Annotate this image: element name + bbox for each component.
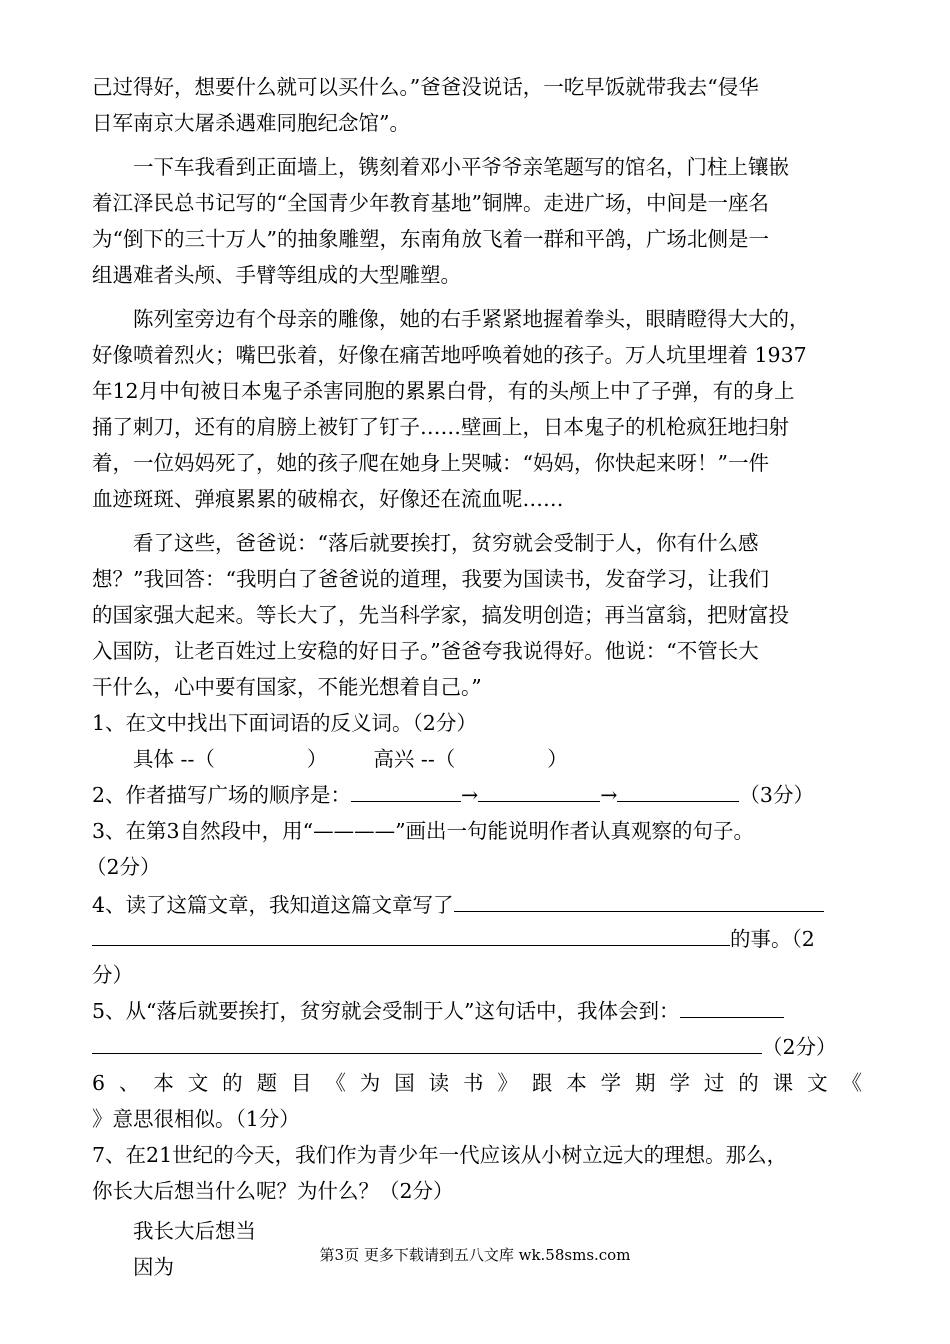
para2-line2: 着江泽民总书记写的“全国青少年教育基地”铜牌。走进广场，中间是一座名 bbox=[92, 191, 769, 215]
q1-close2: ） bbox=[547, 747, 568, 771]
q4-blank1[interactable] bbox=[454, 889, 824, 912]
para4-line4: 入国防，让老百姓过上安稳的好日子。”爸爸夸我说得好。他说：“不管长大 bbox=[92, 639, 759, 663]
question-4 bbox=[92, 888, 824, 922]
q5-blank1[interactable] bbox=[680, 995, 784, 1018]
q5-score: （2分） bbox=[762, 1035, 837, 1059]
page-footer: 第3页 更多下载请到五八文库 wk.58sms.com bbox=[319, 1246, 631, 1264]
q4-blank2[interactable] bbox=[92, 923, 730, 946]
q2-score: （3分） bbox=[739, 783, 814, 807]
para4-line5: 干什么，心中要有国家，不能光想着自己。” bbox=[92, 675, 482, 699]
question-5-line2 bbox=[92, 1030, 837, 1064]
q2-text: 2、作者描写广场的顺序是： bbox=[92, 783, 352, 807]
question-7-line1: 7、在21世纪的今天，我们作为青少年一代应该从小树立远大的理想。那么， bbox=[92, 1143, 788, 1167]
question-6-line1: 6 、 本 文 的 题 目 《 为 国 读 书 》 跟 本 学 期 学 过 的 课 文 《 bbox=[92, 1071, 862, 1095]
q4-text: 4、读了这篇文章，我知道这篇文章写了 bbox=[92, 893, 454, 917]
question-4-line3: 分） bbox=[92, 963, 133, 987]
para3-line3: 年12月中旬被日本鬼子杀害同胞的累累白骨，有的头颅上中了子弹，有的身上 bbox=[92, 379, 795, 403]
para4-line1: 看了这些，爸爸说：“落后就要挨打，贫穷就会受制于人，你有什么感 bbox=[133, 531, 759, 555]
q2-blank3[interactable] bbox=[617, 779, 739, 802]
question-3-line1: 3、在第3自然段中，用“————”画出一句能说明作者认真观察的句子。 bbox=[92, 819, 755, 843]
para3-line5: 着，一位妈妈死了，她的孩子爬在她身上哭喊：“妈妈，你快起来呀！”一件 bbox=[92, 451, 769, 475]
para4-line3: 的国家强大起来。等长大了，先当科学家，搞发明创造；再当富翁，把财富投 bbox=[92, 603, 789, 627]
para1-line2: 日军南京大屠杀遇难同胞纪念馆”。 bbox=[92, 111, 410, 135]
question-3-line2: （2分） bbox=[86, 855, 161, 879]
para2-line4: 组遇难者头颅、手臂等组成的大型雕塑。 bbox=[92, 263, 461, 287]
para3-line6: 血迹斑斑、弹痕累累的破棉衣，好像还在流血呢…… bbox=[92, 487, 564, 511]
para3-line1: 陈列室旁边有个母亲的雕像，她的右手紧紧地握着拳头，眼睛瞪得大大的， bbox=[133, 307, 810, 331]
q5-blank2[interactable] bbox=[92, 1031, 762, 1054]
q1-word2-label: 高兴 --（ bbox=[373, 747, 456, 771]
question-4-line2 bbox=[92, 922, 815, 956]
arrow-icon: → bbox=[461, 783, 479, 807]
para1-line1: 己过得好，想要什么就可以买什么。”爸爸没说话，一吃早饭就带我去“侵华 bbox=[92, 75, 759, 99]
q2-blank2[interactable] bbox=[478, 779, 600, 802]
para2-line1: 一下车我看到正面墙上，镌刻着邓小平爷爷亲笔题写的馆名，门柱上镶嵌 bbox=[133, 155, 789, 179]
question-7-answer2[interactable]: 因为 bbox=[133, 1255, 174, 1279]
q2-blank1[interactable] bbox=[351, 779, 461, 802]
question-2 bbox=[92, 778, 814, 812]
question-7-answer1[interactable]: 我长大后想当 bbox=[133, 1219, 256, 1243]
arrow-icon: → bbox=[600, 783, 618, 807]
q1-word1-label: 具体 --（ bbox=[133, 747, 215, 771]
question-1-answers bbox=[133, 742, 568, 776]
question-6-line2: 》意思很相似。（1分） bbox=[92, 1107, 300, 1131]
question-1: 1、在文中找出下面词语的反义词。（2分） bbox=[92, 711, 477, 735]
q4-tail: 的事。（2 bbox=[730, 927, 815, 951]
para3-line4: 捅了刺刀，还有的肩膀上被钉了钉子……壁画上，日本鬼子的机枪疯狂地扫射 bbox=[92, 415, 789, 439]
question-7-line2: 你长大后想当什么呢？为什么？（2分） bbox=[92, 1179, 454, 1203]
para4-line2: 想？”我回答：“我明白了爸爸说的道理，我要为国读书，发奋学习，让我们 bbox=[92, 567, 769, 591]
q1-close1: ） bbox=[306, 747, 328, 771]
question-5 bbox=[92, 994, 784, 1028]
para3-line2: 好像喷着烈火；嘴巴张着，好像在痛苦地呼唤着她的孩子。万人坑里埋着 1937 bbox=[92, 343, 807, 367]
q5-text: 5、从“落后就要挨打，贫穷就会受制于人”这句话中，我体会到： bbox=[92, 999, 680, 1023]
para2-line3: 为“倒下的三十万人”的抽象雕塑，东南角放飞着一群和平鸽，广场北侧是一 bbox=[92, 227, 769, 251]
